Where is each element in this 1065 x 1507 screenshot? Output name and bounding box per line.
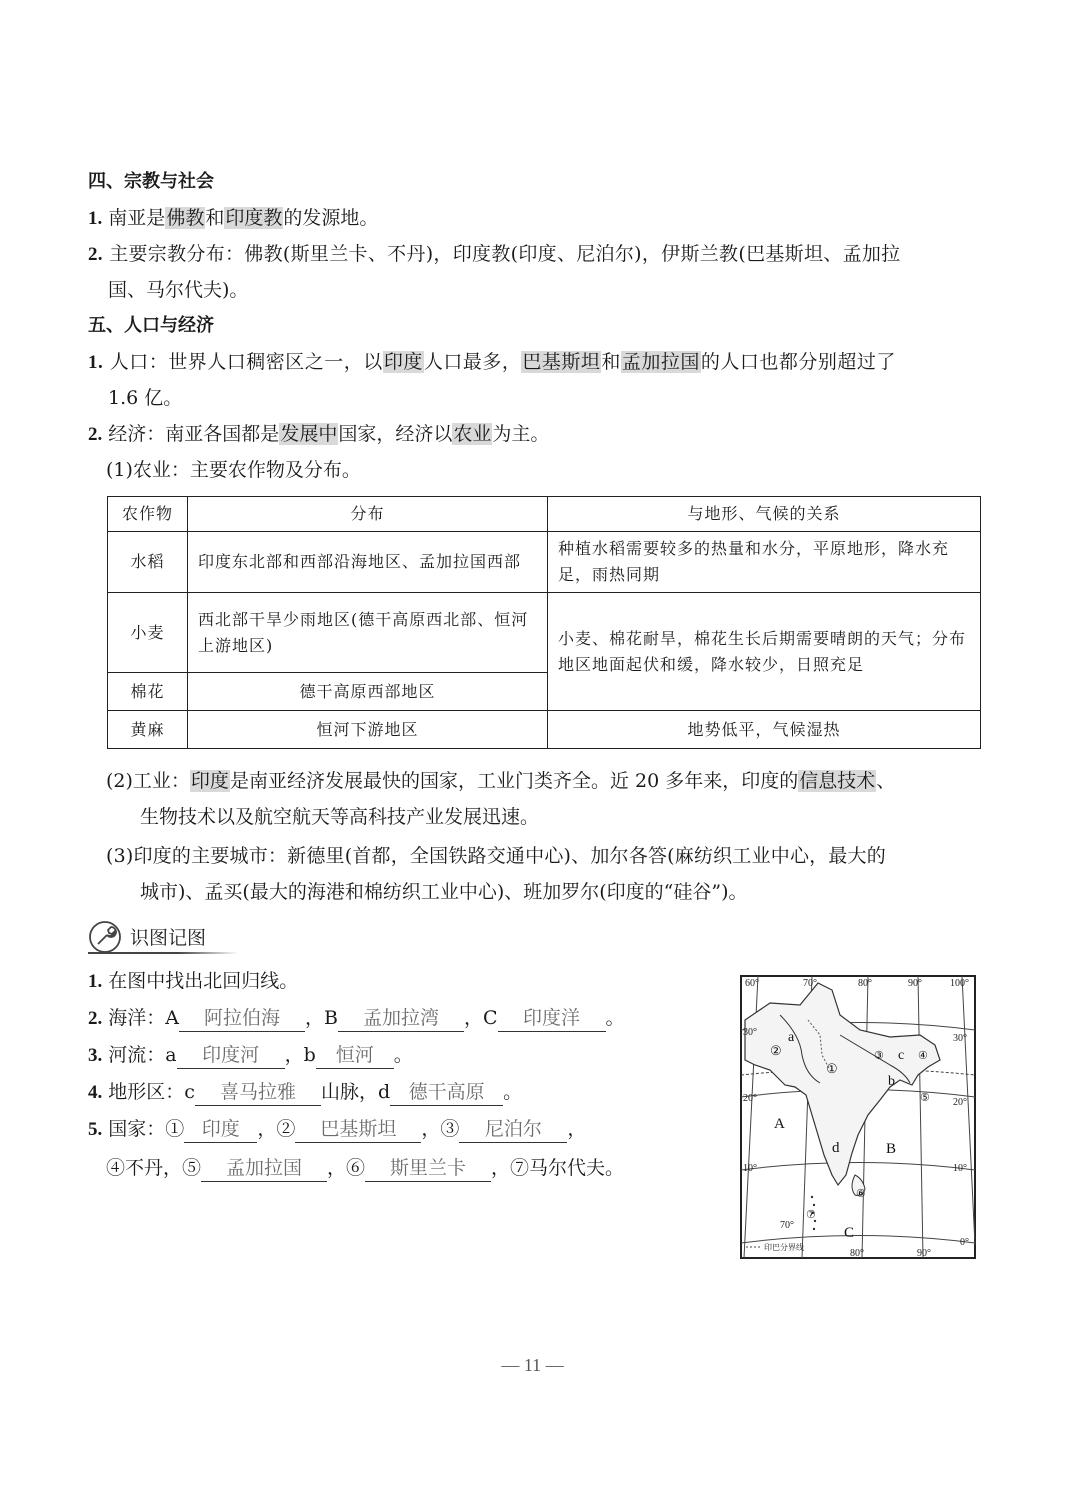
label-country-3: ③ [874, 1050, 884, 1062]
item-number: 1. [88, 208, 103, 229]
lat-label: 30° [743, 1027, 757, 1038]
item-number: 1. [88, 352, 104, 373]
text: 人口最多， [423, 351, 522, 373]
relation-cell: 地势低平，气候湿热 [548, 711, 981, 749]
badge-label: 识图记图 [130, 927, 207, 949]
text: 主要宗教分布：佛教(斯里兰卡、不丹)，印度教(印度、尼泊尔)，伊斯兰教(巴基斯坦、孟加拉 [109, 243, 901, 265]
answer-blank[interactable]: 德干高原 [390, 1079, 503, 1106]
table-header: 与地形、气候的关系 [548, 497, 981, 532]
label-country-7: ⑦ [806, 1209, 816, 1221]
label-country-2: ② [770, 1043, 782, 1058]
crop-cell: 小麦 [108, 593, 188, 673]
lon-label: 80° [850, 1248, 864, 1259]
highlight-answer: 孟加拉国 [621, 351, 700, 373]
label-country-1: ① [826, 1061, 838, 1076]
text: 。 [393, 1044, 413, 1066]
table-header-row [108, 497, 981, 532]
lon-label: 100° [950, 978, 969, 989]
table-header: 分布 [188, 497, 548, 532]
label-C: C [844, 1225, 855, 1241]
answer-blank[interactable]: 孟加拉国 [201, 1155, 327, 1182]
item-number: 1. [88, 971, 103, 992]
label-d: d [832, 1140, 840, 1156]
s5-sub-2-cont: 生物技术以及航空航天等高科技产业发展迅速。 [140, 806, 540, 828]
text: 的发源地。 [283, 207, 379, 229]
label-c: c [898, 1048, 905, 1063]
table-row [108, 593, 981, 673]
table-row [108, 532, 981, 593]
lat-label: 20° [953, 1097, 967, 1108]
answer-blank[interactable]: 恒河 [316, 1042, 394, 1069]
highlight-answer: 巴基斯坦 [522, 351, 601, 373]
text: 南亚是 [108, 207, 166, 229]
item-number: 5. [88, 1119, 103, 1140]
text: ，⑥ [327, 1157, 366, 1179]
item-number: 3. [88, 1045, 103, 1066]
label-country-5: ⑤ [920, 1092, 930, 1104]
highlight-answer: 印度 [383, 351, 423, 373]
lat-label: 20° [743, 1093, 757, 1104]
highlight-answer: 农业 [453, 423, 492, 445]
text: ，C [464, 1007, 498, 1029]
relation-cell-merged: 小麦、棉花耐旱，棉花生长后期需要晴朗的天气；分布地区地面起伏和缓，降水较少，日照充足 [548, 593, 981, 711]
s5-sub-3: (3)印度的主要城市：新德里(首都，全国铁路交通中心)、加尔各答(麻纺织工业中心，最大的 [106, 845, 886, 867]
s4-item-2 [88, 241, 900, 268]
text: 为主。 [492, 423, 550, 445]
highlight-answer: 信息技术 [799, 770, 876, 792]
legend-label: 印巴分界线 [764, 1243, 804, 1252]
map-q2 [88, 1005, 625, 1032]
relation-cell: 种植水稻需要较多的热量和水分，平原地形，降水充足，雨热同期 [548, 532, 981, 593]
item-number: 2. [88, 424, 103, 445]
item-number: 4. [88, 1082, 103, 1103]
s5-sub-1: (1)农业：主要农作物及分布。 [106, 459, 361, 481]
lon-label: 60° [745, 978, 759, 989]
answer-blank[interactable]: 尼泊尔 [459, 1116, 567, 1143]
answer-blank[interactable]: 孟加拉湾 [338, 1005, 464, 1032]
label-b: b [888, 1074, 895, 1089]
highlight-answer: 发展中 [280, 423, 338, 445]
crop-cell: 黄麻 [108, 711, 188, 749]
lon-label: 70° [780, 1220, 794, 1231]
text: 人口：世界人口稠密区之一，以 [109, 351, 383, 373]
answer-blank[interactable]: 印度 [184, 1116, 257, 1143]
table-row [108, 711, 981, 749]
wrench-icon [88, 920, 124, 954]
map-q1 [88, 968, 298, 995]
s5-item-1 [88, 349, 896, 376]
text: ，③ [421, 1118, 460, 1140]
text: 、 [876, 770, 896, 792]
map-q5-cont [106, 1155, 624, 1182]
text: 和 [205, 207, 225, 229]
lon-label: 90° [908, 978, 922, 989]
lon-label: 70° [803, 978, 817, 989]
crop-table [107, 496, 981, 749]
text: 和 [601, 351, 621, 373]
lat-label: 0° [960, 1237, 969, 1248]
answer-blank[interactable]: 喜马拉雅 [195, 1079, 321, 1106]
section-4-title: 四、宗教与社会 [88, 171, 214, 192]
s5-item-2 [88, 421, 549, 448]
label-a: a [788, 1030, 795, 1045]
map-q4 [88, 1079, 522, 1106]
text: ，② [257, 1118, 296, 1140]
text: ④不丹，⑤ [106, 1157, 202, 1179]
s4-item-1 [88, 205, 378, 232]
text: 地形区：c [108, 1081, 195, 1103]
section-5-title: 五、人口与经济 [88, 315, 214, 336]
answer-blank[interactable]: 斯里兰卡 [365, 1155, 491, 1182]
answer-blank[interactable]: 阿拉伯海 [179, 1005, 305, 1032]
text: 在图中找出北回归线。 [108, 970, 299, 992]
text: 。 [605, 1007, 625, 1029]
text: 海洋：A [108, 1007, 180, 1029]
s5-sub-3-cont: 城市)、孟买(最大的海港和棉纺织工业中心)、班加罗尔(印度的“硅谷”)。 [140, 881, 748, 903]
crop-cell: 棉花 [108, 673, 188, 711]
south-asia-map [740, 975, 977, 1260]
text: 国家，经济以 [338, 423, 453, 445]
dist-cell: 印度东北部和西部沿海地区、孟加拉国西部 [188, 532, 548, 593]
highlight-answer: 印度 [190, 770, 229, 792]
text: 国家：① [108, 1118, 185, 1140]
s5-item-1-cont: 1.6 亿。 [108, 387, 183, 409]
lat-label: 10° [743, 1163, 757, 1174]
text: 山脉，d [320, 1081, 391, 1103]
text: ，B [305, 1007, 338, 1029]
s4-item-2-cont: 国、马尔代夫)。 [108, 279, 249, 301]
label-B: B [886, 1141, 897, 1157]
map-q5 [88, 1116, 586, 1143]
badge-underline [88, 952, 238, 954]
crop-cell: 水稻 [108, 532, 188, 593]
lon-label: 90° [917, 1248, 931, 1259]
item-number: 2. [88, 1008, 103, 1029]
text: 是南亚经济发展最快的国家，工业门类齐全。近 20 多年来，印度的 [229, 770, 799, 792]
answer-blank[interactable]: 印度洋 [498, 1005, 606, 1032]
table-header: 农作物 [108, 497, 188, 532]
page-number: — 11 — [501, 1355, 564, 1375]
lat-label: 30° [953, 1033, 967, 1044]
text: ， [567, 1118, 587, 1140]
label-country-4: ④ [918, 1050, 928, 1062]
dist-cell: 恒河下游地区 [188, 711, 548, 749]
label-A: A [774, 1116, 785, 1132]
text: 经济：南亚各国都是 [108, 423, 280, 445]
s5-sub-2 [106, 768, 895, 794]
dist-cell: 德干高原西部地区 [188, 673, 548, 711]
highlight-answer: 佛教 [166, 207, 205, 229]
text: (2)工业： [106, 770, 190, 792]
answer-blank[interactable]: 印度河 [177, 1042, 285, 1069]
lon-label: 80° [858, 978, 872, 989]
lat-label: 10° [953, 1163, 967, 1174]
label-country-6: ⑥ [856, 1188, 866, 1200]
answer-blank[interactable]: 巴基斯坦 [295, 1116, 421, 1143]
text: 河流：a [108, 1044, 177, 1066]
map-section-badge [88, 920, 238, 954]
highlight-answer: 印度教 [225, 207, 283, 229]
text: ，b [284, 1044, 316, 1066]
map-q3 [88, 1042, 413, 1069]
text: 。 [503, 1081, 523, 1103]
item-number: 2. [88, 244, 103, 265]
text: ，⑦马尔代夫。 [491, 1157, 625, 1179]
text: 的人口也都分别超过了 [700, 351, 896, 373]
dist-cell: 西北部干旱少雨地区(德干高原西北部、恒河上游地区) [188, 593, 548, 673]
